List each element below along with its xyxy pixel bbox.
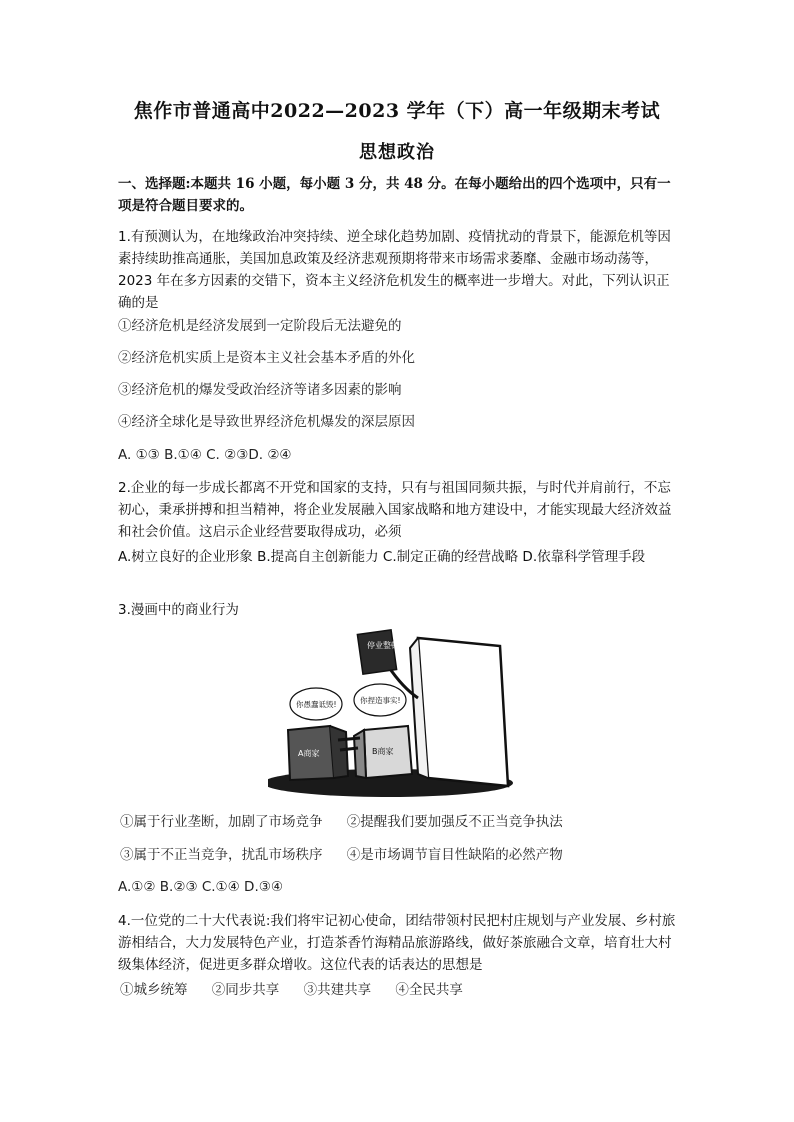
q1-item-2: ②经济危机实质上是资本主义社会基本矛盾的外化 — [118, 350, 415, 366]
bubble-right-text: 你捏造事实! — [360, 696, 401, 705]
q3-choices: A.①② B.②③ C.①④ D.③④ — [118, 879, 283, 895]
box-left-label: A商家 — [298, 749, 320, 758]
bubble-left-text: 你愚蠢诋毁! — [296, 700, 337, 709]
question-4-stem: 4.一位党的二十大代表说:我们将牢记初心使命，团结带领村民把村庄规划与产业发展、乡村旅游相结合，大力发展特色产业，打造茶香竹海精品旅游路线，做好茶旅融合文章，培育壮大村级集体经济，促进更多群众增收。这位代表的话表达的思想是 — [118, 913, 676, 973]
q3-item-1: ①属于行业垄断，加剧了市场竞争 — [120, 814, 323, 830]
question-3-stem: 3.漫画中的商业行为 — [118, 602, 239, 618]
q1-item-3: ③经济危机的爆发受政治经济等诸多因素的影响 — [118, 382, 402, 398]
q1-item-4: ④经济全球化是导致世界经济危机爆发的深层原因 — [118, 414, 415, 430]
sign-text: 停业整顿 — [367, 641, 399, 650]
q4-item-2: ②同步共享 — [211, 982, 280, 998]
question-2-stem: 2.企业的每一步成长都离不开党和国家的支持，只有与祖国同频共振，与时代并肩前行，不忘 初心，秉承拼搏和担当精神，将企业发展融入国家战略和地方建设中，才能实现最大经济效益和社会价值。这启示企业经营要取得成功，必须 — [118, 480, 672, 540]
q4-item-3: ③共建共享 — [303, 982, 372, 998]
q3-item-2: ②提醒我们要加强反不正当竞争执法 — [346, 814, 563, 830]
box-right-label: B商家 — [372, 747, 394, 756]
q4-item-4: ④全民共享 — [395, 982, 463, 998]
q3-items-row-1 — [120, 812, 583, 832]
section-header: 一、选择题:本题共 16 小题，每小题 3 分，共 48 分。在每小题给出的四个选项中，只有一项是符合题目要求的。 — [118, 176, 671, 214]
q3-item-4: ④是市场调节盲目性缺陷的必然产物 — [346, 847, 563, 863]
cartoon-illustration — [268, 628, 538, 800]
q4-item-1: ①城乡统筹 — [120, 982, 188, 998]
q1-choices: A. ①③ B.①④ C. ②③D. ②④ — [118, 447, 292, 463]
exam-title: 焦作市普通高中2022—2023 学年（下）高一年级期末考试 — [133, 100, 661, 122]
q4-items-row — [120, 980, 483, 1000]
q3-items-row-2 — [120, 845, 583, 865]
q2-choices: A.树立良好的企业形象 B.提高自主创新能力 C.制定正确的经营战略 D.依靠科学管理手段 — [118, 549, 646, 565]
q1-item-1: ①经济危机是经济发展到一定阶段后无法避免的 — [118, 318, 402, 334]
q3-item-3: ③属于不正当竞争，扰乱市场秩序 — [120, 847, 323, 863]
subject-title: 思想政治 — [359, 142, 435, 163]
question-1-stem: 1.有预测认为，在地缘政治冲突持续、逆全球化趋势加剧、疫情扰动的背景下，能源危机等因素持续助推高通胀，美国加息政策及经济悲观预期将带来市场需求萎靡、金融市场动荡等，2023 年在多方因素的交错下，资本主义经济危机发生的概率进一步增大。对此，下列认识正确的是 — [118, 229, 671, 311]
